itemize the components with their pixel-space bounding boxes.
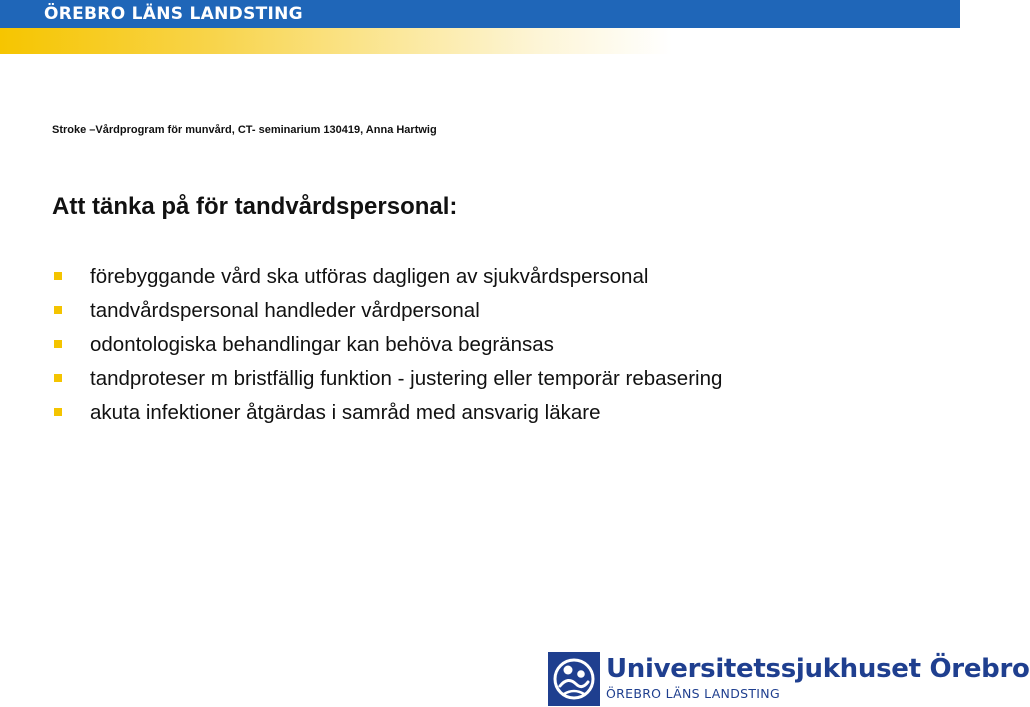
slide-heading: Att tänka på för tandvårdspersonal: xyxy=(52,193,458,220)
bullet-item xyxy=(52,263,722,297)
hospital-emblem-icon xyxy=(548,652,600,706)
hospital-sub: ÖREBRO LÄNS LANDSTING xyxy=(606,686,780,701)
header-bar xyxy=(0,0,960,28)
org-name: ÖREBRO LÄNS LANDSTING xyxy=(44,4,303,24)
square-bullet-icon xyxy=(54,340,62,348)
square-bullet-icon xyxy=(54,306,62,314)
bullet-item xyxy=(52,399,722,433)
square-bullet-icon xyxy=(54,408,62,416)
bullet-item xyxy=(52,331,722,365)
hospital-name: Universitetssjukhuset Örebro xyxy=(606,654,1030,684)
hospital-logo xyxy=(548,652,1030,706)
bullet-text: tandproteser m bristfällig funktion - justering eller temporär rebasering xyxy=(90,367,723,390)
bullet-item xyxy=(52,297,722,331)
bullet-text: odontologiska behandlingar kan behöva begränsas xyxy=(90,333,554,356)
bullet-item xyxy=(52,365,722,399)
bullet-text: förebyggande vård ska utföras dagligen av sjukvårdspersonal xyxy=(90,265,649,288)
square-bullet-icon xyxy=(54,374,62,382)
bullet-text: akuta infektioner åtgärdas i samråd med ansvarig läkare xyxy=(90,401,601,424)
slide-subtitle: Stroke –Vårdprogram för munvård, CT- seminarium 130419, Anna Hartwig xyxy=(52,124,437,136)
square-bullet-icon xyxy=(54,272,62,280)
bullet-list xyxy=(52,263,722,433)
header-stripe xyxy=(0,28,960,54)
bullet-text: tandvårdspersonal handleder vårdpersonal xyxy=(90,299,480,322)
